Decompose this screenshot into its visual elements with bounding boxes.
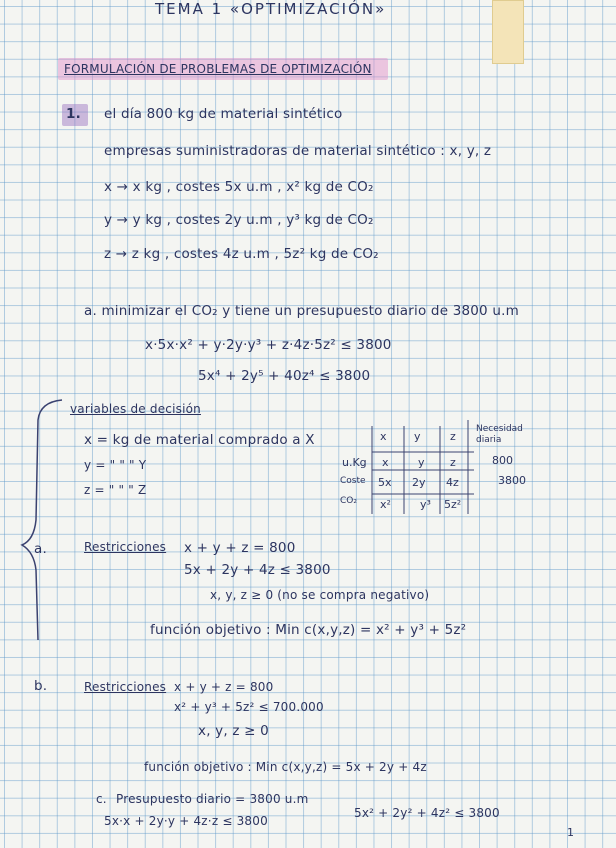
table-cell: 4z xyxy=(446,476,459,489)
table-cell: y xyxy=(418,456,425,469)
part-b-restriction-3: x, y, z ≥ 0 xyxy=(198,723,269,739)
part-a-restriction-3: x, y, z ≥ 0 (no se compra negativo) xyxy=(210,588,430,602)
table-row-label: CO₂ xyxy=(340,496,357,506)
table-cell: y³ xyxy=(420,498,431,511)
table-cell: 2y xyxy=(412,476,426,489)
part-a-restriction-2: 5x + 2y + 4z ≤ 3800 xyxy=(184,562,331,578)
problem-line-2: empresas suministradoras de material sintético : x, y, z xyxy=(104,143,492,159)
problem-number: 1. xyxy=(66,106,81,122)
problem-line-3: x → x kg , costes 5x u.m , x² kg de CO₂ xyxy=(104,179,374,195)
variable-z: z = " " " Z xyxy=(84,483,147,497)
table-row-label: Coste xyxy=(340,476,366,486)
variable-y: y = " " " Y xyxy=(84,458,147,472)
problem-line-4: y → y kg , costes 2y u.m , y³ kg de CO₂ xyxy=(104,212,374,228)
table-row-label: u.Kg xyxy=(342,456,367,469)
table-cell: 3800 xyxy=(498,474,526,487)
table-cell: 5x xyxy=(378,476,392,489)
table-header-y: y xyxy=(414,430,421,443)
page-number: 1 xyxy=(567,826,575,839)
part-b-label: b. xyxy=(34,678,48,694)
part-a-equation-2: 5x⁴ + 2y⁵ + 40z⁴ ≤ 3800 xyxy=(198,368,371,384)
page-header: TEMA 1 «OPTIMIZACIÓN» xyxy=(155,0,387,18)
part-b-restriction-1: x + y + z = 800 xyxy=(174,680,274,694)
part-a-equation-1: x·5x·x² + y·2y·y³ + z·4z·5z² ≤ 3800 xyxy=(145,337,392,353)
part-a-restrictions-title: Restricciones xyxy=(84,540,167,554)
variable-x: x = kg de material comprado a X xyxy=(84,432,315,448)
table-header-x: x xyxy=(380,430,387,443)
part-c-label: c. xyxy=(96,792,107,806)
part-c-line-3: 5x² + 2y² + 4z² ≤ 3800 xyxy=(354,806,500,820)
table-cell: 800 xyxy=(492,454,513,467)
part-a-objective: función objetivo : Min c(x,y,z) = x² + y³ + 5z² xyxy=(150,622,467,638)
table-cell: z xyxy=(450,456,456,469)
part-a-restriction-1: x + y + z = 800 xyxy=(184,540,296,556)
problem-line-1: el día 800 kg de material sintético xyxy=(104,106,343,122)
table-cell: x² xyxy=(380,498,391,511)
part-c-line-1: Presupuesto diario = 3800 u.m xyxy=(116,792,309,806)
part-a-intro: a. minimizar el CO₂ y tiene un presupuesto diario de 3800 u.m xyxy=(84,303,519,319)
part-c-line-2: 5x·x + 2y·y + 4z·z ≤ 3800 xyxy=(104,814,268,828)
part-b-restriction-2: x² + y³ + 5z² ≤ 700.000 xyxy=(174,700,324,714)
table-cell: 5z² xyxy=(444,498,462,511)
table-cell: x xyxy=(382,456,389,469)
part-b-objective: función objetivo : Min c(x,y,z) = 5x + 2y + 4z xyxy=(144,760,427,774)
variables-title: variables de decisión xyxy=(70,402,201,416)
section-title: FORMULACIÓN DE PROBLEMAS DE OPTIMIZACIÓN xyxy=(64,62,372,76)
part-a-label: a. xyxy=(34,541,47,557)
table-header-z: z xyxy=(450,430,456,443)
part-b-restrictions-title: Restricciones xyxy=(84,680,167,694)
table-header-need: Necesidad diaria xyxy=(476,424,523,445)
problem-line-5: z → z kg , costes 4z u.m , 5z² kg de CO₂ xyxy=(104,246,379,262)
